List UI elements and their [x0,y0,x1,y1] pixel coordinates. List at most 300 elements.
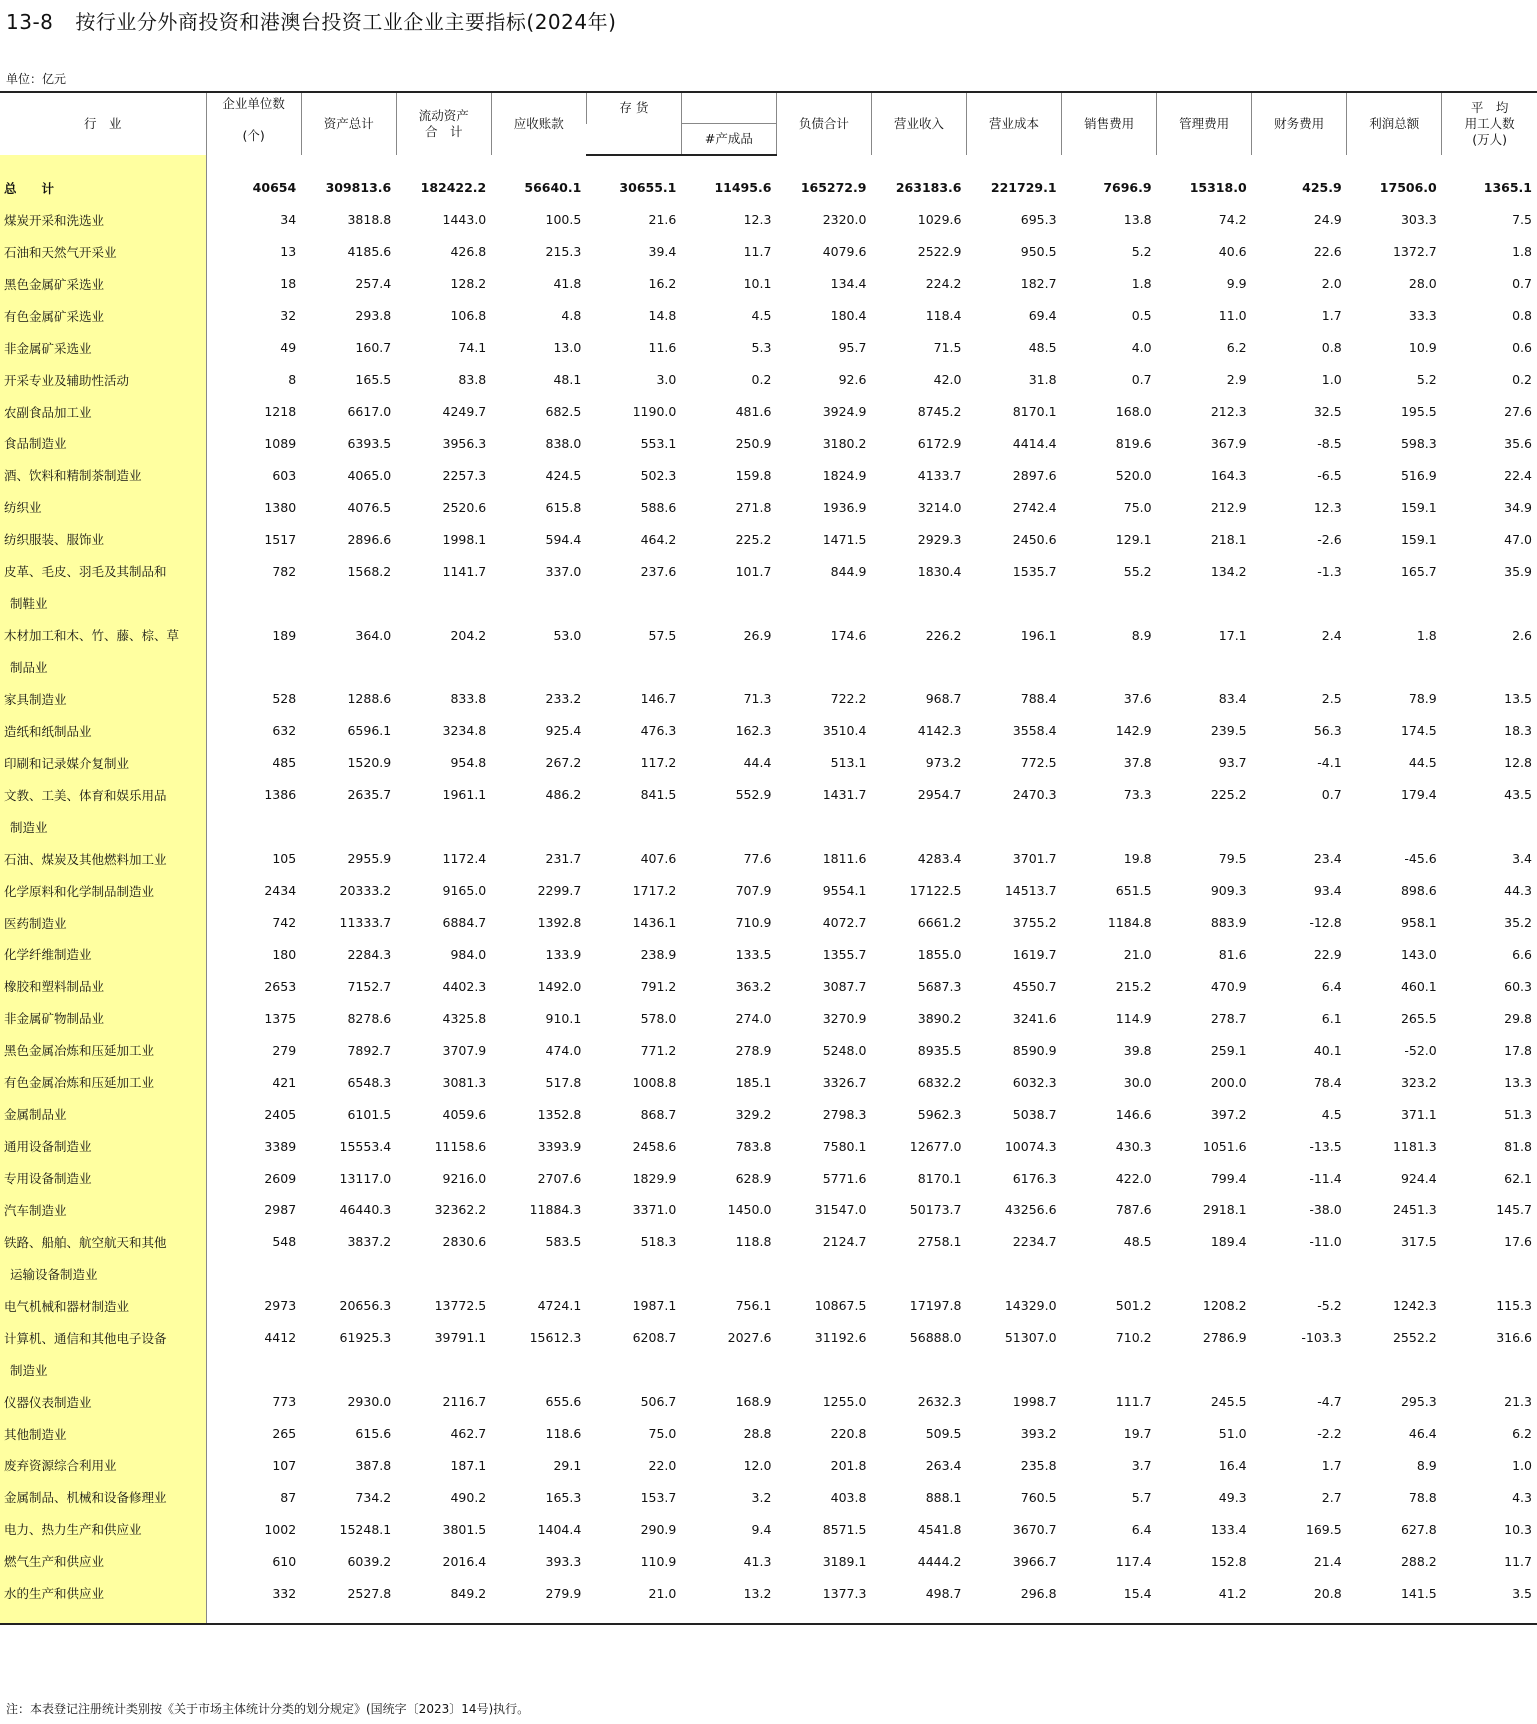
value-cell: 13.3 [1504,1074,1532,1090]
industry-name: 燃气生产和供应业 [0,1545,206,1577]
value-cell: 46440.3 [339,1202,392,1218]
value-cell: 17122.5 [909,883,962,899]
value-cell: 83.4 [1218,691,1247,707]
value-cell: 10.9 [1408,340,1437,356]
value-cell: 195.5 [1400,404,1437,420]
value-cell: 29.1 [553,1457,582,1473]
value-cell: 9.9 [1226,276,1247,292]
value-cell: 117.4 [1115,1553,1152,1569]
value-cell: 1141.7 [442,563,487,579]
value-cell: 838.0 [545,435,582,451]
value-cell: 462.7 [450,1426,487,1442]
table-row [0,332,1537,364]
value-cell: 21.0 [648,1585,677,1601]
value-cell: 3234.8 [442,723,487,739]
value-cell: 13117.0 [339,1170,392,1186]
value-cell: 35.2 [1504,915,1532,931]
value-cell: 1242.3 [1392,1298,1437,1314]
value-cell: 19.8 [1123,851,1152,867]
value-cell: 13 [280,244,297,260]
value-cell: 18.3 [1504,723,1532,739]
industry-name: 家具制造业 [0,683,206,715]
value-cell: 180 [272,946,297,962]
value-cell: 1181.3 [1392,1138,1437,1154]
value-cell: 518.3 [640,1234,677,1250]
value-cell: 888.1 [925,1489,962,1505]
value-cell: 14329.0 [1004,1298,1057,1314]
value-cell: 1352.8 [537,1106,582,1122]
value-cell: 17.8 [1504,1042,1532,1058]
value-cell [491,1354,586,1386]
value-cell: 78.4 [1313,1074,1342,1090]
value-cell: 31192.6 [814,1330,867,1346]
value-cell: -12.8 [1309,915,1342,931]
value-cell [776,811,871,843]
value-cell: 17.6 [1504,1234,1532,1250]
value-cell: 2653 [264,978,297,994]
table-row [0,1290,1537,1322]
value-cell: 516.9 [1400,467,1437,483]
value-cell: 48.5 [1123,1234,1152,1250]
value-cell [1252,1354,1347,1386]
value-cell [206,1258,301,1290]
value-cell: 2798.3 [822,1106,867,1122]
value-cell: 1829.9 [632,1170,677,1186]
table-row [0,268,1537,300]
value-cell: 110.9 [640,1553,677,1569]
value-cell [1252,587,1347,619]
value-cell: 2.0 [1321,276,1342,292]
value-cell: 1184.8 [1107,915,1152,931]
value-cell: 2758.1 [917,1234,962,1250]
value-cell: 760.5 [1020,1489,1057,1505]
value-cell: 146.7 [640,691,677,707]
value-cell [967,1354,1062,1386]
value-cell: 710.9 [735,915,772,931]
value-cell: 1386 [264,787,297,803]
value-cell: 27.6 [1504,404,1532,420]
value-cell: 8590.9 [1012,1042,1057,1058]
value-cell: 3707.9 [442,1042,487,1058]
value-cell: 225.2 [1210,787,1247,803]
value-cell: 15248.1 [339,1521,392,1537]
header-employees-line2: 用工人数 [1464,116,1515,131]
value-cell: 235.8 [1020,1457,1057,1473]
value-cell: 424.5 [545,467,582,483]
value-cell: 8935.5 [917,1042,962,1058]
table-row [0,1418,1537,1450]
value-cell: 40.1 [1313,1042,1342,1058]
value-cell: 61925.3 [339,1330,392,1346]
value-cell: 2632.3 [917,1394,962,1410]
value-cell: 11333.7 [339,915,392,931]
value-cell: 274.0 [735,1010,772,1026]
spacer-cell [206,155,1537,172]
value-cell: 146.6 [1115,1106,1152,1122]
table-row [0,1034,1537,1066]
value-cell: 615.6 [355,1426,392,1442]
value-cell [967,811,1062,843]
value-cell: 1.7 [1321,1457,1342,1473]
value-cell: 51307.0 [1004,1330,1057,1346]
value-cell: 1404.4 [537,1521,582,1537]
value-cell: 422.0 [1115,1170,1152,1186]
value-cell: 224.2 [925,276,962,292]
value-cell: 3801.5 [442,1521,487,1537]
value-cell: 5.3 [751,340,772,356]
value-cell: 8170.1 [1012,404,1057,420]
value-cell: 4.8 [561,308,582,324]
table-row [0,939,1537,971]
value-cell: 1375 [264,1010,297,1026]
value-cell: 6.2 [1512,1426,1532,1442]
value-cell [396,1258,491,1290]
value-cell: 4059.6 [442,1106,487,1122]
table-row [0,1386,1537,1418]
value-cell: 41.8 [553,276,582,292]
header-units-count [206,92,301,155]
value-cell: 1.0 [1321,372,1342,388]
value-cell [967,587,1062,619]
value-cell: 164.3 [1210,467,1247,483]
value-cell: 21.6 [648,212,677,228]
value-cell: 42.0 [933,372,962,388]
value-cell: 2027.6 [727,1330,772,1346]
table-row [0,1226,1537,1258]
value-cell: 117.2 [640,755,677,771]
table-row [0,875,1537,907]
value-cell: 83.8 [458,372,487,388]
value-cell: 134.4 [830,276,867,292]
header-industry: 行 业 [0,92,206,155]
value-cell: 598.3 [1400,435,1437,451]
industry-name: 制鞋业 [0,587,206,619]
value-cell: 16.4 [1218,1457,1247,1473]
value-cell: 51.3 [1504,1106,1532,1122]
value-cell: 22.0 [648,1457,677,1473]
value-cell: 464.2 [640,531,677,547]
value-cell: 32 [280,308,297,324]
industry-name: 黑色金属冶炼和压延加工业 [0,1034,206,1066]
value-cell [1347,1258,1442,1290]
header-finance-expenses: 财务费用 [1252,92,1347,155]
value-cell: 30.0 [1123,1074,1152,1090]
header-employees [1442,92,1537,155]
value-cell: 316.6 [1496,1330,1532,1346]
value-cell [1157,651,1252,683]
value-cell: 2929.3 [917,531,962,547]
value-cell: 20.8 [1313,1585,1342,1601]
value-cell: 337.0 [545,563,582,579]
value-cell: 50173.7 [909,1202,962,1218]
value-cell: 2954.7 [917,787,962,803]
value-cell: 6032.3 [1012,1074,1057,1090]
value-cell: 364.0 [355,627,392,643]
value-cell: 29.8 [1504,1010,1532,1026]
value-cell [776,1258,871,1290]
value-cell: 1355.7 [822,946,867,962]
value-cell: 5038.7 [1012,1106,1057,1122]
value-cell: 28.8 [743,1426,772,1442]
value-cell: 133.4 [1210,1521,1247,1537]
value-cell: 39.8 [1123,1042,1152,1058]
header-selling-expenses: 销售费用 [1062,92,1157,155]
value-cell: 2124.7 [822,1234,867,1250]
value-cell: 4412 [264,1330,297,1346]
value-cell: 118.4 [925,308,962,324]
header-admin-expenses: 管理费用 [1157,92,1252,155]
value-cell: 425.9 [1302,180,1342,196]
value-cell: 11.7 [743,244,772,260]
value-cell: 215.3 [545,244,582,260]
value-cell: 513.1 [830,755,867,771]
value-cell: 34 [280,212,297,228]
value-cell: 367.9 [1210,435,1247,451]
value-cell: 118.8 [735,1234,772,1250]
industry-name: 煤炭开采和洗选业 [0,204,206,236]
value-cell [1062,587,1157,619]
value-cell: 1998.1 [442,531,487,547]
value-cell: 17506.0 [1379,180,1437,196]
value-cell: 159.8 [735,467,772,483]
value-cell: 16.2 [648,276,677,292]
value-cell: 460.1 [1400,978,1437,994]
value-cell: 4724.1 [537,1298,582,1314]
header-units-count-label: 企业单位数 [222,96,285,111]
value-cell: 75.0 [648,1426,677,1442]
value-cell: 2520.6 [442,499,487,515]
value-cell: 12677.0 [909,1138,962,1154]
value-cell: 309813.6 [325,180,392,196]
spacer-cell [206,1609,1537,1624]
table-row [0,843,1537,875]
value-cell: 11158.6 [434,1138,487,1154]
value-cell: 710.2 [1115,1330,1152,1346]
value-cell: 41.3 [743,1553,772,1569]
value-cell: 263.4 [925,1457,962,1473]
value-cell: 169.5 [1305,1521,1342,1537]
table-row [0,715,1537,747]
value-cell [1252,1258,1347,1290]
value-cell: 5248.0 [822,1042,867,1058]
value-cell: 6548.3 [347,1074,392,1090]
industry-name: 其他制造业 [0,1418,206,1450]
value-cell: 278.7 [1210,1010,1247,1026]
value-cell: 2987 [264,1202,297,1218]
table-body [0,155,1537,1624]
value-cell: 317.5 [1400,1234,1437,1250]
value-cell: 11.7 [1504,1553,1532,1569]
table-row [0,204,1537,236]
value-cell: 20333.2 [339,883,392,899]
industry-name: 仪器仪表制造业 [0,1386,206,1418]
value-cell: 212.9 [1210,499,1247,515]
value-cell: 1471.5 [822,531,867,547]
industry-name: 酒、饮料和精制茶制造业 [0,459,206,491]
value-cell: 133.9 [545,946,582,962]
value-cell: 898.6 [1400,883,1437,899]
value-cell: 387.8 [355,1457,392,1473]
header-finished-goods: #产成品 [681,124,776,156]
value-cell: 115.3 [1496,1298,1532,1314]
value-cell [491,651,586,683]
value-cell: 4402.3 [442,978,487,994]
table-row-continuation [0,651,1537,683]
value-cell: 32.5 [1313,404,1342,420]
value-cell [1062,811,1157,843]
value-cell: -2.6 [1317,531,1342,547]
value-cell [1157,1354,1252,1386]
value-cell: 0.7 [1512,276,1532,292]
value-cell [1347,1354,1442,1386]
value-cell: 31547.0 [814,1202,867,1218]
value-cell: 295.3 [1400,1394,1437,1410]
industry-name: 专用设备制造业 [0,1162,206,1194]
value-cell: 174.6 [830,627,867,643]
value-cell: 259.1 [1210,1042,1247,1058]
value-cell: 773 [272,1394,297,1410]
value-cell: 0.5 [1131,308,1152,324]
value-cell: 21.3 [1504,1394,1532,1410]
value-cell: 3924.9 [822,404,867,420]
value-cell: 3890.2 [917,1010,962,1026]
value-cell: 10.3 [1504,1521,1532,1537]
value-cell [1442,651,1537,683]
value-cell: 56640.1 [524,180,582,196]
industry-name: 非金属矿采选业 [0,332,206,364]
value-cell: 3701.7 [1012,851,1057,867]
value-cell: 43.5 [1504,787,1532,803]
value-cell: 2955.9 [347,851,392,867]
value-cell [586,651,681,683]
value-cell: 15.4 [1123,1585,1152,1601]
header-total-profit: 利润总额 [1347,92,1442,155]
value-cell [776,587,871,619]
indicators-table [0,91,1537,1625]
value-cell: 2116.7 [442,1394,487,1410]
value-cell: 293.8 [355,308,392,324]
value-cell: 35.9 [1504,563,1532,579]
value-cell: 37.8 [1123,755,1152,771]
value-cell: 19.7 [1123,1426,1152,1442]
value-cell: 77.6 [743,851,772,867]
value-cell: 204.2 [450,627,487,643]
value-cell [967,1258,1062,1290]
value-cell: 2434 [264,883,297,899]
value-cell: 105 [272,851,297,867]
industry-name: 通用设备制造业 [0,1130,206,1162]
value-cell [1252,651,1347,683]
table-row [0,1545,1537,1577]
table-row [0,428,1537,460]
value-cell: 1436.1 [632,915,677,931]
value-cell [871,1354,966,1386]
value-cell: 78.8 [1408,1489,1437,1505]
value-cell: 129.1 [1115,531,1152,547]
value-cell: 71.3 [743,691,772,707]
table-row [0,396,1537,428]
value-cell: 1998.7 [1012,1394,1057,1410]
value-cell: 3.0 [656,372,677,388]
value-cell: 3189.1 [822,1553,867,1569]
value-cell: 30655.1 [619,180,677,196]
value-cell: 553.1 [640,435,677,451]
table-row [0,1066,1537,1098]
value-cell: 290.9 [640,1521,677,1537]
value-cell: 39791.1 [434,1330,487,1346]
value-cell: 226.2 [925,627,962,643]
value-cell: 75.0 [1123,499,1152,515]
value-cell [206,587,301,619]
table-row [0,1002,1537,1034]
value-cell: 2450.6 [1012,531,1057,547]
value-cell: 3270.9 [822,1010,867,1026]
value-cell: 7696.9 [1103,180,1152,196]
value-cell: -2.2 [1317,1426,1342,1442]
value-cell: 279 [272,1042,297,1058]
value-cell: 1208.2 [1202,1298,1247,1314]
value-cell: 7.5 [1512,212,1532,228]
industry-name: 皮革、毛皮、羽毛及其制品和 [0,555,206,587]
value-cell [871,587,966,619]
value-cell: 44.3 [1504,883,1532,899]
value-cell: 6.4 [1321,978,1342,994]
table-row [0,747,1537,779]
spacer-cell [0,1609,206,1624]
value-cell: 1365.1 [1483,180,1532,196]
value-cell: -1.3 [1317,563,1342,579]
value-cell: 8278.6 [347,1010,392,1026]
value-cell: 734.2 [355,1489,392,1505]
value-cell: 509.5 [925,1426,962,1442]
value-cell: 481.6 [735,404,772,420]
value-cell [1157,587,1252,619]
industry-name: 医药制造业 [0,907,206,939]
industry-name: 文教、工美、体育和娱乐用品 [0,779,206,811]
value-cell: 74.2 [1218,212,1247,228]
value-cell: 756.1 [735,1298,772,1314]
value-cell: 51.0 [1218,1426,1247,1442]
value-cell: 174.5 [1400,723,1437,739]
value-cell: 2016.4 [442,1553,487,1569]
value-cell: 421 [272,1074,297,1090]
value-cell: 22.4 [1504,467,1532,483]
value-cell [396,651,491,683]
table-row [0,779,1537,811]
value-cell: 868.7 [640,1106,677,1122]
value-cell: 2470.3 [1012,787,1057,803]
table-row [0,236,1537,268]
value-cell: 14513.7 [1004,883,1057,899]
value-cell: 56888.0 [909,1330,962,1346]
value-cell [776,1354,871,1386]
value-cell: 81.8 [1504,1138,1532,1154]
value-cell: 973.2 [925,755,962,771]
value-cell: 47.0 [1504,531,1532,547]
value-cell: 23.4 [1313,851,1342,867]
value-cell: 201.8 [830,1457,867,1473]
value-cell: 6832.2 [917,1074,962,1090]
value-cell: 3180.2 [822,435,867,451]
spacer-row-top [0,155,1537,172]
value-cell: 3241.6 [1012,1010,1057,1026]
value-cell: 0.8 [1321,340,1342,356]
value-cell: 578.0 [640,1010,677,1026]
value-cell: 8745.2 [917,404,962,420]
value-cell: 2299.7 [537,883,582,899]
value-cell: 40.6 [1218,244,1247,260]
value-cell: 0.2 [751,372,772,388]
